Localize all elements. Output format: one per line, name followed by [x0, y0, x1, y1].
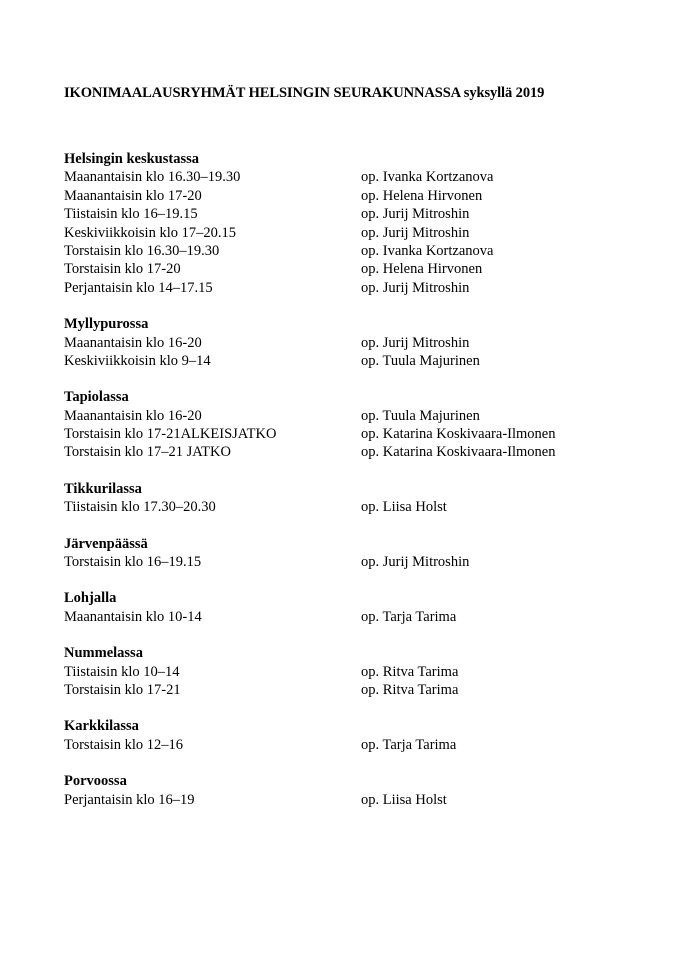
- teacher-name: op. Helena Hirvonen: [361, 261, 483, 278]
- schedule-row: [64, 407, 624, 425]
- teacher-name: op. Ivanka Kortzanova: [361, 169, 494, 186]
- teacher-name: op. Tuula Majurinen: [361, 352, 480, 369]
- location-heading: Tikkurilassa: [64, 480, 142, 497]
- schedule-time: Torstaisin klo 16.30–19.30: [64, 242, 220, 259]
- teacher-name: op. Tarja Tarima: [361, 608, 457, 625]
- teacher-name: op. Jurij Mitroshin: [361, 334, 470, 351]
- schedule-time: Maanantaisin klo 16-20: [64, 334, 202, 351]
- schedule-row: [64, 352, 624, 370]
- schedule-row: [64, 260, 624, 278]
- schedule-time: Perjantaisin klo 14–17.15: [64, 279, 213, 296]
- location-section: [64, 589, 624, 626]
- teacher-name: op. Ritva Tarima: [361, 663, 459, 680]
- schedule-time: Keskiviikkoisin klo 17–20.15: [64, 224, 236, 241]
- location-section: [64, 535, 624, 572]
- location-heading: Helsingin keskustassa: [64, 151, 199, 167]
- teacher-name: op. Jurij Mitroshin: [361, 279, 470, 296]
- document-title: IKONIMAALAUSRYHMÄT HELSINGIN SEURAKUNNASSA syksyllä 2019: [64, 85, 545, 101]
- teacher-name: op. Katarina Koskivaara-Ilmonen: [361, 426, 556, 443]
- schedule-time: Torstaisin klo 12–16: [64, 736, 184, 753]
- schedule-row: [64, 791, 624, 809]
- location-section: [64, 480, 624, 517]
- schedule-row: [64, 168, 624, 186]
- teacher-name: op. Jurij Mitroshin: [361, 224, 470, 241]
- teacher-name: op. Liisa Holst: [361, 499, 447, 516]
- schedule-row: [64, 224, 624, 242]
- schedule-row: [64, 443, 624, 461]
- schedule-time: Tiistaisin klo 10–14: [64, 663, 180, 680]
- schedule-time: Tiistaisin klo 17.30–20.30: [64, 499, 216, 516]
- teacher-name: op. Katarina Koskivaara-Ilmonen: [361, 444, 556, 461]
- schedule-time: Maanantaisin klo 10-14: [64, 608, 202, 625]
- schedule-row: [64, 425, 624, 443]
- schedule-row: [64, 608, 624, 626]
- schedule-time: Torstaisin klo 17-21ALKEISJATKO: [64, 426, 277, 443]
- schedule-time: Torstaisin klo 17–21 JATKO: [64, 444, 231, 461]
- schedule-row: [64, 663, 624, 681]
- teacher-name: op. Tarja Tarima: [361, 736, 457, 753]
- schedule-time: Keskiviikkoisin klo 9–14: [64, 352, 211, 369]
- teacher-name: op. Jurij Mitroshin: [361, 206, 470, 223]
- teacher-name: op. Ivanka Kortzanova: [361, 242, 494, 259]
- schedule-row: [64, 279, 624, 297]
- location-heading: Myllypurossa: [64, 316, 149, 333]
- schedule-time: Perjantaisin klo 16–19: [64, 791, 195, 808]
- schedule-row: [64, 187, 624, 205]
- schedule-time: Torstaisin klo 17-21: [64, 681, 181, 698]
- teacher-name: op. Ritva Tarima: [361, 681, 459, 698]
- schedule-time: Maanantaisin klo 16-20: [64, 407, 202, 424]
- location-section: [64, 150, 624, 297]
- schedule-time: Torstaisin klo 16–19.15: [64, 554, 202, 571]
- location-heading: Järvenpäässä: [64, 535, 148, 552]
- schedule-time: Torstaisin klo 17-20: [64, 261, 181, 278]
- teacher-name: op. Liisa Holst: [361, 791, 447, 808]
- schedule-row: [64, 498, 624, 516]
- schedule-time: Maanantaisin klo 16.30–19.30: [64, 169, 241, 186]
- location-heading: Tapiolassa: [64, 389, 129, 406]
- location-section: [64, 717, 624, 754]
- location-section: [64, 315, 624, 370]
- location-heading: Nummelassa: [64, 645, 143, 662]
- schedule-row: [64, 736, 624, 754]
- schedule-row: [64, 553, 624, 571]
- schedule-time: Tiistaisin klo 16–19.15: [64, 206, 198, 223]
- teacher-name: op. Jurij Mitroshin: [361, 554, 470, 571]
- location-heading: Lohjalla: [64, 590, 117, 607]
- location-heading: Karkkilassa: [64, 718, 139, 735]
- location-section: [64, 772, 624, 809]
- teacher-name: op. Tuula Majurinen: [361, 407, 480, 424]
- schedule-list: [64, 150, 624, 827]
- schedule-row: [64, 681, 624, 699]
- schedule-time: Maanantaisin klo 17-20: [64, 187, 202, 204]
- schedule-row: [64, 205, 624, 223]
- schedule-row: [64, 334, 624, 352]
- location-section: [64, 644, 624, 699]
- location-section: [64, 388, 624, 462]
- schedule-row: [64, 242, 624, 260]
- teacher-name: op. Helena Hirvonen: [361, 187, 483, 204]
- location-heading: Porvoossa: [64, 773, 127, 790]
